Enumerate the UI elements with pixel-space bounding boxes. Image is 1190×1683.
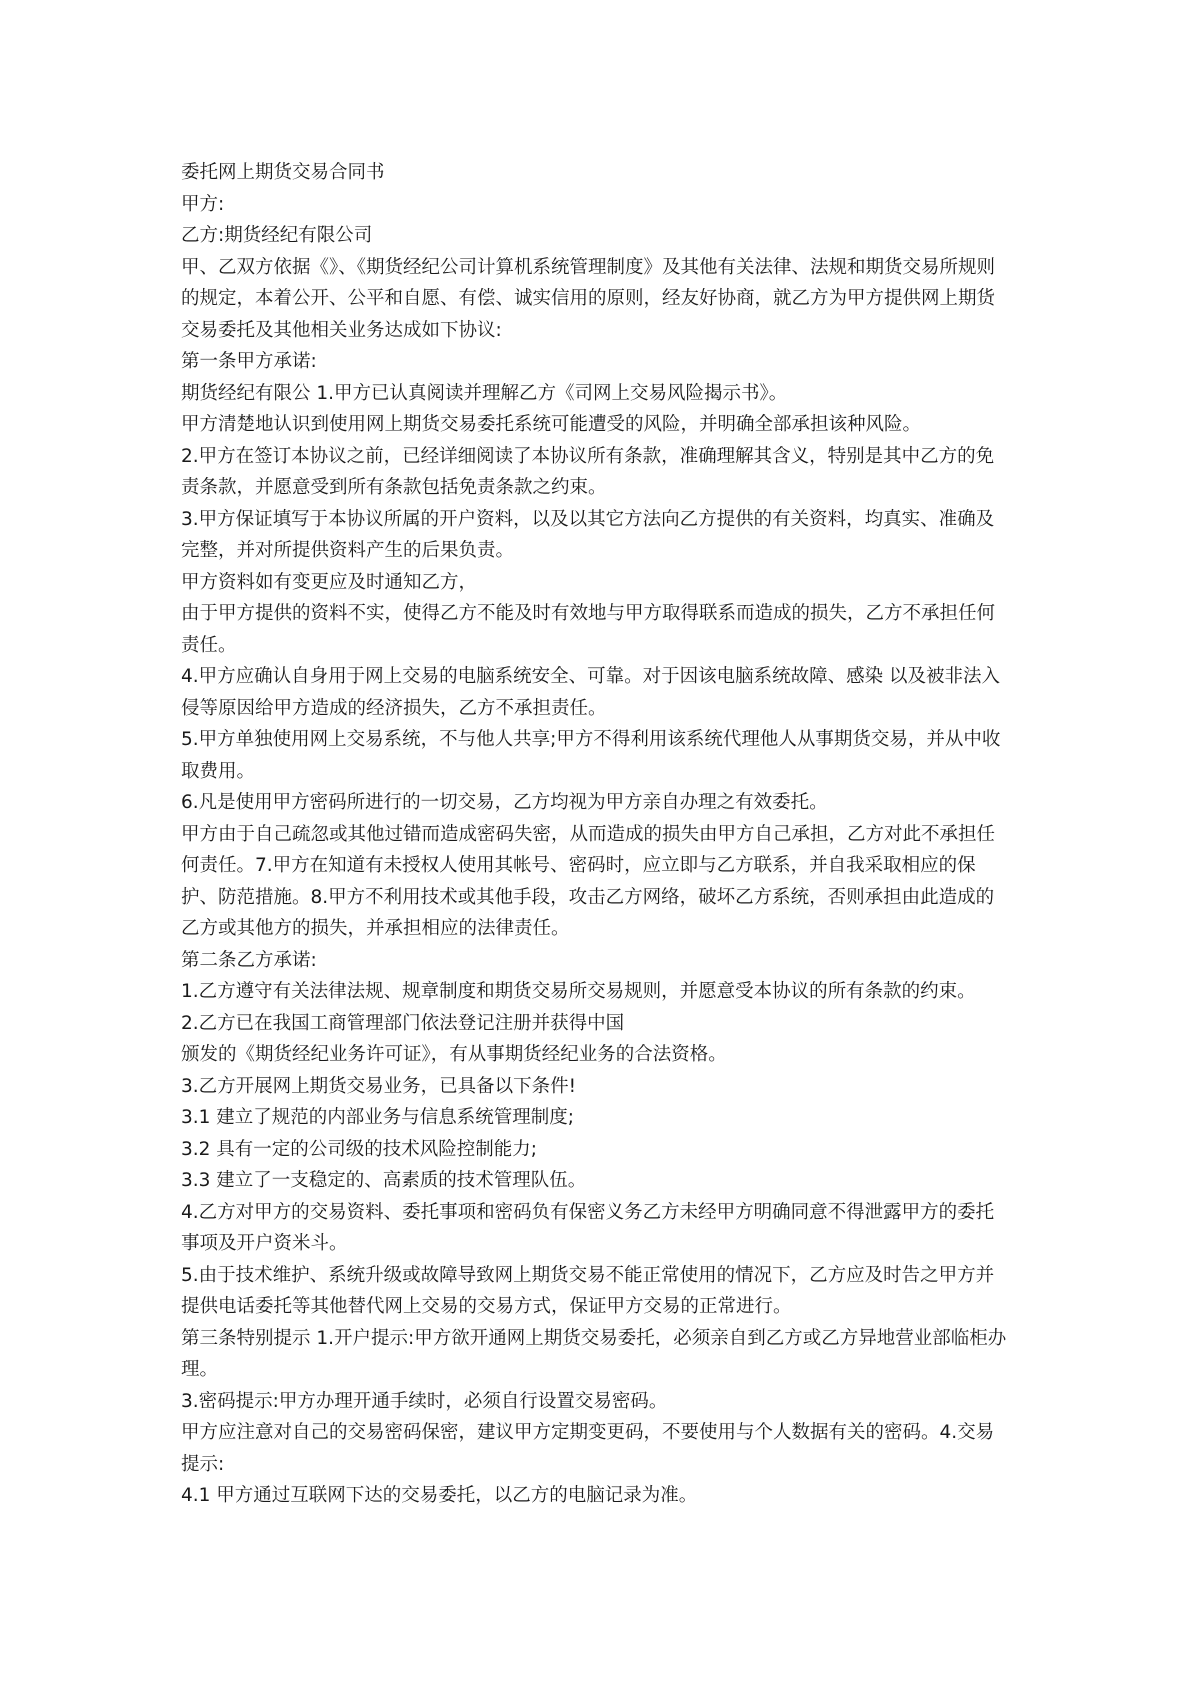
article-2-clause: 2.乙方已在我国工商管理部门依法登记注册并获得中国 xyxy=(181,1012,625,1034)
article-1-clause: 甲方由于自己疏忽或其他过错而造成密码失密，从而造成的损失由甲方自己承担，乙方对此不承担任何责任。7.甲方在知道有未授权人使用其帐号、密码时，应立即与乙方联系，并自我采取相应的保护、防范措施。8.甲方不利用技术或其他手段，攻击乙方网络，破坏乙方系统，否则承担由此造成的乙方或其他方的损失，并承担相应的法律责任。 xyxy=(181,823,996,939)
article-1-clause: 2.甲方在签订本协议之前，已经详细阅读了本协议所有条款，准确理解其含义，特别是其中乙方的免责条款，并愿意受到所有条款包括免责条款之约束。 xyxy=(181,445,995,498)
article-1-clause: 4.甲方应确认自身用于网上交易的电脑系统安全、可靠。对于因该电脑系统故障、感染 以及被非法入侵等原因给甲方造成的经济损失，乙方不承担责任。 xyxy=(181,666,1001,719)
article-1-clause: 3.甲方保证填写于本协议所属的开户资料，以及以其它方法向乙方提供的有关资料，均真实、准确及完整，并对所提供资料产生的后果负责。 xyxy=(181,508,995,561)
article-3-heading: 第三条特别提示 1.开户提示:甲方欲开通网上期货交易委托，必须亲自到乙方或乙方异地营业部临柜办理。 xyxy=(181,1327,1007,1380)
article-1-clause: 6.凡是使用甲方密码所进行的一切交易，乙方均视为甲方亲自办理之有效委托。 xyxy=(181,792,828,813)
party-b-line: 乙方:期货经纪有限公司 xyxy=(181,225,373,246)
article-3-subclause: 4.1 甲方通过互联网下达的交易委托，以乙方的电脑记录为准。 xyxy=(181,1485,698,1506)
document-title: 委托网上期货交易合同书 xyxy=(181,162,385,183)
article-1-clause: 甲方清楚地认识到使用网上期货交易委托系统可能遭受的风险，并明确全部承担该种风险。 xyxy=(181,414,922,435)
article-3-clause: 甲方应注意对自己的交易密码保密，建议甲方定期变更码，不要使用与个人数据有关的密码。4.交易提示: xyxy=(181,1422,995,1475)
article-1-clause: 由于甲方提供的资料不实，使得乙方不能及时有效地与甲方取得联系而造成的损失，乙方不承担任何责任。 xyxy=(181,603,996,656)
article-1-clause: 5.甲方单独使用网上交易系统，不与他人共享;甲方不得利用该系统代理他人从事期货交易，并从中收取费用。 xyxy=(181,729,1001,782)
party-a-line: 甲方: xyxy=(181,193,225,215)
article-2-subclause: 3.2 具有一定的公司级的技术风险控制能力; xyxy=(181,1138,538,1160)
document-body xyxy=(181,157,1011,1512)
article-2-subclause: 3.3 建立了一支稳定的、高素质的技术管理队伍。 xyxy=(181,1170,587,1191)
article-2-clause: 1.乙方遵守有关法律法规、规章制度和期货交易所交易规则，并愿意受本协议的所有条款的约束。 xyxy=(181,981,976,1002)
article-2-clause: 3.乙方开展网上期货交易业务，已具备以下条件! xyxy=(181,1075,577,1097)
article-2-heading: 第二条乙方承诺: xyxy=(181,949,317,971)
article-2-clause: 4.乙方对甲方的交易资料、委托事项和密码负有保密义务乙方未经甲方明确同意不得泄露甲方的委托事项及开户资米斗。 xyxy=(181,1201,995,1254)
preamble-paragraph: 甲、乙双方依据《》、《期货经纪公司计算机系统管理制度》及其他有关法律、法规和期货交易所规则的规定，本着公开、公平和自愿、有偿、诚实信用的原则，经友好协商，就乙方为甲方提供网上期货交易委托及其他相关业务达成如下协议: xyxy=(181,256,996,341)
article-2-subclause: 3.1 建立了规范的内部业务与信息系统管理制度; xyxy=(181,1107,575,1128)
article-3-clause: 3.密码提示:甲方办理开通手续时，必须自行设置交易密码。 xyxy=(181,1390,668,1412)
article-1-clause: 甲方资料如有变更应及时通知乙方， xyxy=(181,571,478,593)
article-1-heading: 第一条甲方承诺: xyxy=(181,351,317,372)
article-1-clause: 期货经纪有限公 1.甲方已认真阅读并理解乙方《司网上交易风险揭示书》。 xyxy=(181,382,788,404)
article-2-clause: 5.由于技术维护、系统升级或故障导致网上期货交易不能正常使用的情况下，乙方应及时告之甲方并提供电话委托等其他替代网上交易的交易方式，保证甲方交易的正常进行。 xyxy=(181,1264,995,1317)
article-2-clause: 颁发的《期货经纪业务许可证》，有从事期货经纪业务的合法资格。 xyxy=(181,1044,727,1065)
